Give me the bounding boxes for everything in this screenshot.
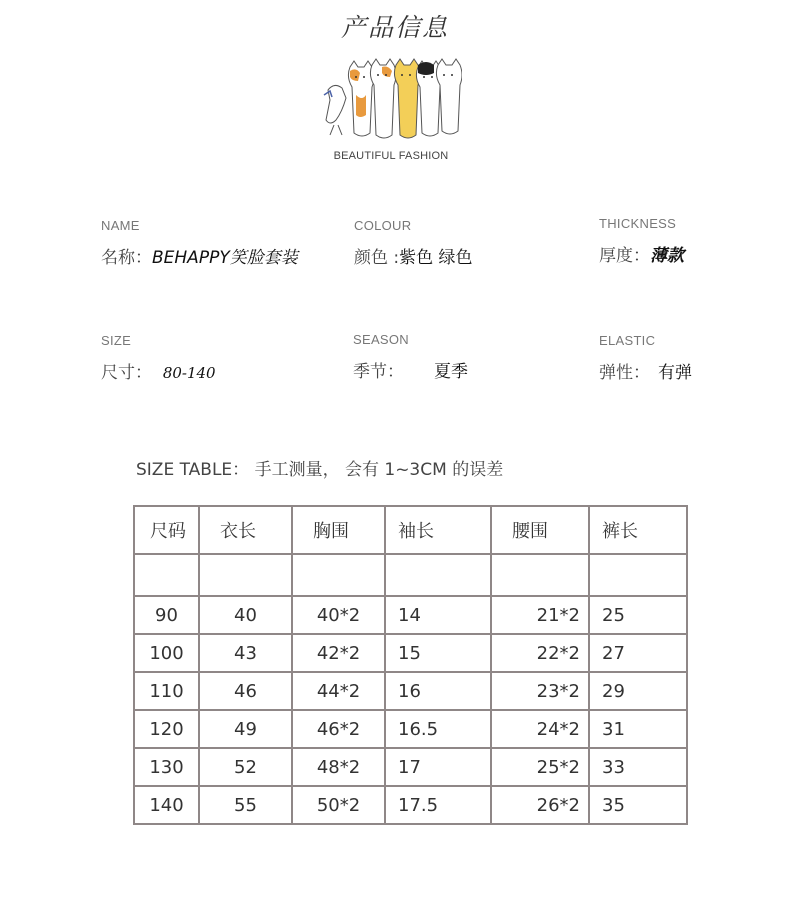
table-row bbox=[134, 748, 687, 786]
size-table-caption: SIZE TABLE： 手工测量， 会有 1~3CM 的误差 bbox=[136, 460, 504, 480]
info-colour bbox=[354, 218, 473, 268]
info-key-elastic: 弹性： bbox=[599, 363, 650, 383]
table-row bbox=[134, 786, 687, 824]
table-cell: 44*2 bbox=[292, 672, 385, 710]
info-key-size: 尺寸： bbox=[101, 363, 152, 383]
info-value-size: 80-140 bbox=[162, 364, 216, 382]
info-label-season: SEASON bbox=[353, 332, 409, 347]
table-cell: 26*2 bbox=[491, 786, 589, 824]
size-table-header-row bbox=[134, 506, 687, 554]
table-cell: 100 bbox=[134, 634, 199, 672]
info-label-elastic: ELASTIC bbox=[599, 333, 656, 348]
header-cell: 裤长 bbox=[589, 506, 687, 554]
table-cell: 31 bbox=[589, 710, 687, 748]
brand-logo bbox=[320, 55, 462, 170]
info-season bbox=[353, 332, 468, 382]
table-cell: 22*2 bbox=[491, 634, 589, 672]
table-cell: 40 bbox=[199, 596, 292, 634]
info-key-colour: 颜色 : bbox=[354, 248, 400, 268]
page-title: 产品信息 bbox=[340, 13, 449, 42]
table-cell: 29 bbox=[589, 672, 687, 710]
logo-text: BEAUTIFUL FASHION bbox=[333, 150, 449, 162]
info-name bbox=[101, 218, 298, 268]
header-cell: 衣长 bbox=[199, 506, 292, 554]
table-cell: 25 bbox=[589, 596, 687, 634]
info-key-name: 名称： bbox=[101, 248, 152, 268]
table-cell: 90 bbox=[134, 596, 199, 634]
table-cell: 23*2 bbox=[491, 672, 589, 710]
info-value-season: 夏季 bbox=[434, 362, 468, 382]
info-thickness bbox=[599, 216, 684, 266]
table-row bbox=[134, 596, 687, 634]
table-cell: 33 bbox=[589, 748, 687, 786]
info-size bbox=[101, 333, 216, 383]
cats-illustration bbox=[320, 55, 462, 150]
info-key-thickness: 厚度： bbox=[599, 246, 650, 266]
table-cell: 55 bbox=[199, 786, 292, 824]
table-cell: 21*2 bbox=[491, 596, 589, 634]
info-label-colour: COLOUR bbox=[354, 218, 412, 233]
info-value-name: BEHAPPY笑脸套装 bbox=[152, 248, 298, 268]
table-row bbox=[134, 672, 687, 710]
table-cell: 52 bbox=[199, 748, 292, 786]
info-label-name: NAME bbox=[101, 218, 140, 233]
table-cell: 110 bbox=[134, 672, 199, 710]
info-key-season: 季节： bbox=[353, 362, 404, 382]
table-cell: 16 bbox=[385, 672, 491, 710]
table-cell: 140 bbox=[134, 786, 199, 824]
header-cell: 尺码 bbox=[134, 506, 199, 554]
table-cell: 42*2 bbox=[292, 634, 385, 672]
table-row bbox=[134, 710, 687, 748]
table-cell: 130 bbox=[134, 748, 199, 786]
table-row bbox=[134, 634, 687, 672]
table-cell: 17 bbox=[385, 748, 491, 786]
info-value-thickness: 薄款 bbox=[650, 246, 684, 266]
table-cell: 46*2 bbox=[292, 710, 385, 748]
size-table bbox=[133, 505, 688, 825]
table-cell: 14 bbox=[385, 596, 491, 634]
table-cell: 17.5 bbox=[385, 786, 491, 824]
table-cell: 46 bbox=[199, 672, 292, 710]
table-cell: 35 bbox=[589, 786, 687, 824]
table-cell: 43 bbox=[199, 634, 292, 672]
table-cell: 40*2 bbox=[292, 596, 385, 634]
blank-row bbox=[134, 554, 687, 596]
info-label-size: SIZE bbox=[101, 333, 132, 348]
table-cell: 50*2 bbox=[292, 786, 385, 824]
header-cell: 腰围 bbox=[491, 506, 589, 554]
table-cell: 25*2 bbox=[491, 748, 589, 786]
info-elastic bbox=[599, 333, 692, 383]
table-cell: 120 bbox=[134, 710, 199, 748]
table-cell: 24*2 bbox=[491, 710, 589, 748]
header-cell: 袖长 bbox=[385, 506, 491, 554]
table-cell: 49 bbox=[199, 710, 292, 748]
header-cell: 胸围 bbox=[292, 506, 385, 554]
info-label-thickness: THICKNESS bbox=[599, 216, 677, 231]
info-value-colour: 紫色 绿色 bbox=[399, 248, 473, 268]
table-cell: 15 bbox=[385, 634, 491, 672]
info-value-elastic: 有弹 bbox=[658, 363, 692, 383]
table-cell: 27 bbox=[589, 634, 687, 672]
table-cell: 48*2 bbox=[292, 748, 385, 786]
table-cell: 16.5 bbox=[385, 710, 491, 748]
